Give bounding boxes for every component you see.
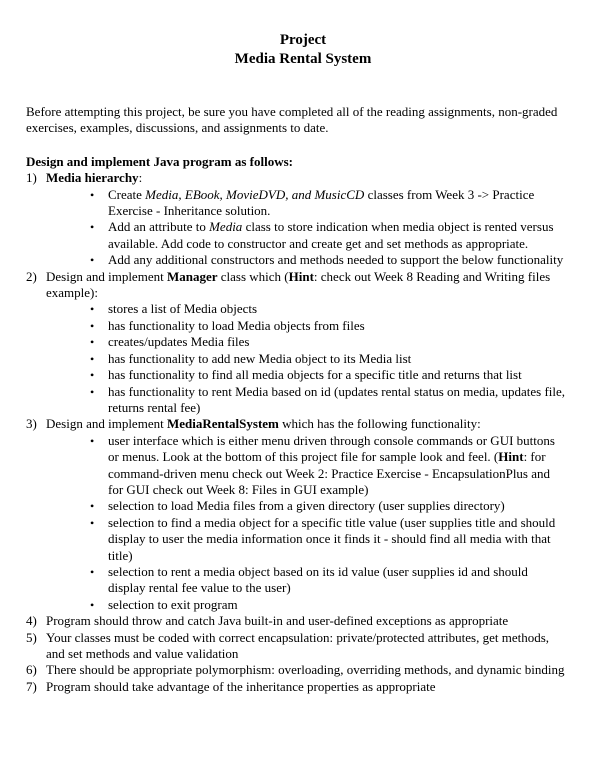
title-project: Project (279, 32, 327, 48)
item-prefix: Design and implement (46, 268, 167, 284)
requirement-item (26, 269, 568, 417)
sub-item (90, 564, 568, 597)
item-suffix: : (138, 170, 143, 186)
bullet-icon: • (90, 564, 95, 579)
sub-item (90, 515, 568, 564)
requirement-item (26, 416, 568, 613)
sub-text: selection to find a media object for a specific title value (user supplies title and should display to user the media information once it finds it - should find all media with that title) (108, 514, 556, 563)
item-number: 7) (26, 678, 37, 694)
intro-paragraph: Before attempting this project, be sure you have completed all of the reading assignments, non-graded exercises, examples, discussions, and assignments to date. (26, 104, 558, 136)
sub-item (90, 384, 568, 417)
item-number: 5) (26, 629, 37, 645)
sub-item (90, 433, 568, 499)
item-text (46, 269, 550, 300)
title-media-rental-system: Media Rental System (234, 51, 372, 67)
sub-item (90, 334, 568, 350)
sub-item (90, 252, 568, 268)
requirement-item (26, 662, 568, 678)
sub-text: user interface which is either menu driven through console commands or GUI buttons or menus. Look at the bottom of this project file for sample look and feel. ( (108, 432, 555, 465)
bullet-icon: • (90, 515, 95, 530)
sub-text: classes from Week 3 -> Practice Exercise - Inheritance solution. (108, 186, 535, 219)
sub-text: stores a list of Media objects (108, 301, 258, 317)
requirement-item (26, 170, 568, 268)
hint-label: Hint (498, 449, 524, 465)
sub-italic: Media, EBook, MovieDVD, and MusicCD (145, 186, 365, 202)
sub-item (90, 597, 568, 613)
sub-text: has functionality to find all media objects for a specific title and returns that list (108, 367, 522, 383)
item-number: 2) (26, 268, 37, 284)
item-bold: Manager (166, 268, 218, 284)
requirements-list (26, 170, 568, 695)
sub-item (90, 219, 568, 252)
sub-text: : for command-driven menu check out Week 2: Practice Exercise - EncapsulationPlus and for GUI check out Week 8: Files in GUI example) (108, 449, 551, 497)
item-suffix: : check out Week 8 Reading and Writing files example): (46, 268, 551, 301)
requirements-heading: Design and implement Java program as follows: (26, 153, 293, 169)
requirement-item (26, 630, 568, 663)
item-suffix: class which ( (217, 268, 289, 284)
sub-text: Create (108, 186, 146, 202)
sub-text: has functionality to rent Media based on id (updates rental status on media, updates file, returns rental fee) (108, 383, 566, 415)
sub-item (90, 498, 568, 514)
sub-item (90, 351, 568, 367)
sub-text: Add any additional constructors and methods needed to support the below functionality (108, 252, 564, 268)
item-text: Your classes must be coded with correct encapsulation: private/protected attributes, get methods, and set methods and value validation (46, 629, 550, 661)
hint-label: Hint (288, 268, 314, 284)
bullet-icon: • (90, 335, 95, 350)
bullet-icon: • (90, 384, 95, 399)
bullet-icon: • (90, 318, 95, 333)
bullet-icon: • (90, 433, 95, 448)
sub-text: selection to rent a media object based on its id value (user supplies id and should display rental fee value to the user) (108, 563, 528, 596)
sub-italic: Media (209, 219, 243, 235)
item-text (46, 170, 142, 185)
bullet-icon: • (90, 302, 95, 317)
item-number: 3) (26, 416, 37, 432)
sub-list (46, 187, 568, 269)
sub-item (90, 301, 568, 317)
sub-item (90, 318, 568, 334)
item-bold: Media hierarchy (46, 170, 139, 186)
bullet-icon: • (90, 253, 95, 268)
sub-text: selection to exit program (108, 596, 238, 612)
sub-text: selection to load Media files from a given directory (user supplies directory) (108, 498, 505, 514)
bullet-icon: • (90, 220, 95, 235)
sub-item (90, 367, 568, 383)
sub-text: Add an attribute to (108, 219, 210, 235)
sub-text: creates/updates Media files (108, 334, 250, 350)
item-number: 1) (26, 170, 37, 186)
sub-text: has functionality to load Media objects from files (108, 317, 365, 333)
item-number: 6) (26, 662, 37, 678)
item-text: There should be appropriate polymorphism: overloading, overriding methods, and dynamic binding (46, 662, 565, 678)
sub-list (46, 433, 568, 613)
bullet-icon: • (90, 368, 95, 383)
bullet-icon: • (90, 187, 95, 202)
sub-text: has functionality to add new Media object to its Media list (108, 350, 412, 366)
requirement-item (26, 613, 568, 629)
sub-text: class to store indication when media object is rented versus available. Add code to constructor and create get and set methods as appropriate. (108, 219, 554, 251)
bullet-icon: • (90, 351, 95, 366)
sub-list (46, 301, 568, 416)
requirement-item (26, 679, 568, 695)
item-text (46, 416, 481, 431)
bullet-icon: • (90, 597, 95, 612)
sub-item (90, 187, 568, 220)
item-number: 4) (26, 613, 37, 629)
item-bold: MediaRentalSystem (166, 416, 279, 432)
item-text: Program should take advantage of the inheritance properties as appropriate (46, 678, 436, 694)
item-suffix: which has the following functionality: (278, 416, 481, 432)
item-prefix: Design and implement (46, 416, 167, 432)
bullet-icon: • (90, 499, 95, 514)
item-text: Program should throw and catch Java built-in and user-defined exceptions as appropriate (46, 613, 509, 629)
